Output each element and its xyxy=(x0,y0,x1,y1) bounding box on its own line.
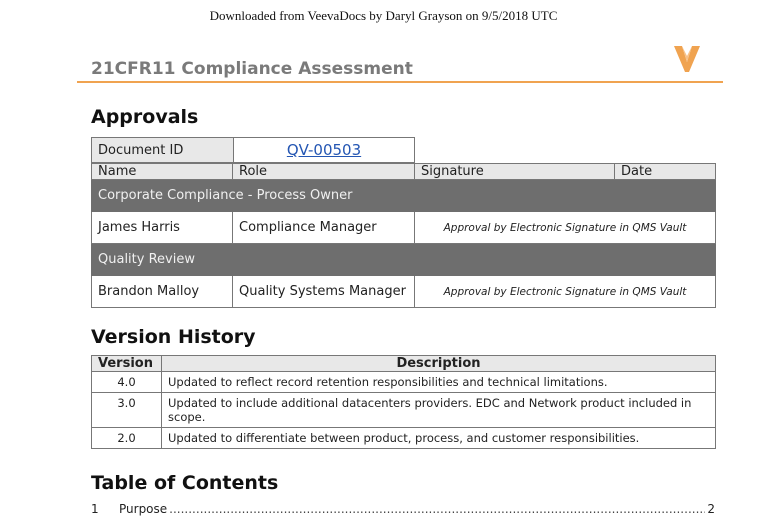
header-rule xyxy=(77,81,723,83)
approval-section-title: Quality Review xyxy=(92,244,716,276)
version-row xyxy=(92,428,716,449)
approvals-header-row xyxy=(92,164,716,180)
column-header: Role xyxy=(233,164,415,180)
approver-role: Compliance Manager xyxy=(233,212,415,244)
column-header: Name xyxy=(92,164,233,180)
version-number: 2.0 xyxy=(92,428,162,449)
approval-section-row xyxy=(92,180,716,212)
version-row xyxy=(92,393,716,428)
column-header: Description xyxy=(162,356,716,372)
toc-leader-dots xyxy=(169,502,705,516)
version-description: Updated to include additional datacenters providers. EDC and Network product included in scope. xyxy=(162,393,716,428)
approver-signature: Approval by Electronic Signature in QMS Vault xyxy=(415,212,716,244)
document-id-cell xyxy=(234,138,415,163)
version-header-row xyxy=(92,356,716,372)
approver-name: Brandon Malloy xyxy=(92,276,233,308)
toc-entry-page: 2 xyxy=(707,502,715,516)
download-banner: Downloaded from VeevaDocs by Daryl Grayson on 9/5/2018 UTC xyxy=(209,8,558,23)
column-header: Date xyxy=(615,164,716,180)
version-row xyxy=(92,372,716,393)
approval-section-title: Corporate Compliance - Process Owner xyxy=(92,180,716,212)
document-title: 21CFR11 Compliance Assessment xyxy=(91,59,413,79)
approval-section-row xyxy=(92,244,716,276)
toc-entry-title: Purpose xyxy=(119,502,168,516)
column-header: Version xyxy=(92,356,162,372)
approver-row xyxy=(92,276,716,308)
version-number: 4.0 xyxy=(92,372,162,393)
version-number: 3.0 xyxy=(92,393,162,428)
version-description: Updated to differentiate between product, process, and customer responsibilities. xyxy=(162,428,716,449)
approver-signature: Approval by Electronic Signature in QMS Vault xyxy=(415,276,716,308)
toc-entry-number: 1 xyxy=(91,502,99,516)
approver-role: Quality Systems Manager xyxy=(233,276,415,308)
approver-name: James Harris xyxy=(92,212,233,244)
approver-row xyxy=(92,212,716,244)
approvals-table xyxy=(91,163,716,308)
document-id-table xyxy=(91,137,415,163)
version-history-heading: Version History xyxy=(91,326,256,348)
document-id-link[interactable]: QV-00503 xyxy=(286,141,362,159)
approvals-heading: Approvals xyxy=(91,106,199,128)
toc-entry[interactable] xyxy=(91,502,715,518)
document-id-label: Document ID xyxy=(92,138,234,163)
column-header: Signature xyxy=(415,164,615,180)
version-history-table xyxy=(91,355,716,449)
veeva-logo-icon xyxy=(672,44,702,74)
version-description: Updated to reflect record retention responsibilities and technical limitations. xyxy=(162,372,716,393)
toc-heading: Table of Contents xyxy=(91,472,279,494)
